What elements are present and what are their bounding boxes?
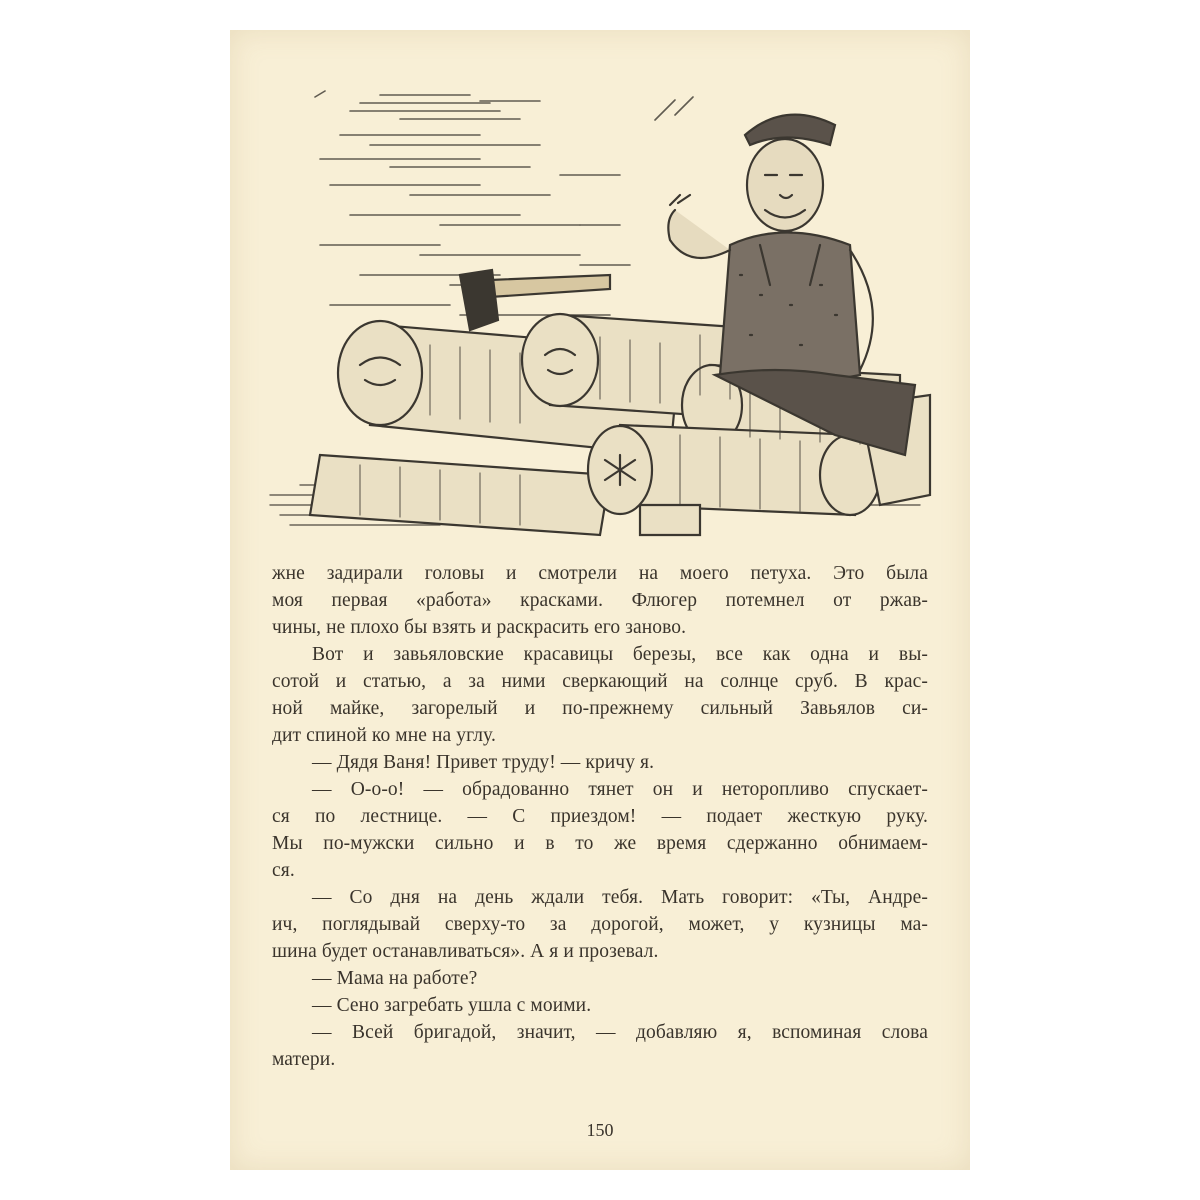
text-line: ся по лестнице. — С приездом! — подает жесткую руку.: [272, 806, 928, 827]
text-line: ич, поглядывай сверху-то за дорогой, может, у кузницы ма-: [272, 914, 928, 935]
page-number: 150: [586, 1120, 614, 1140]
text-line: — Дядя Ваня! Привет труду! — кричу я.: [312, 752, 655, 773]
paragraph: [272, 560, 928, 641]
text-line: шина будет останавливаться». А я и прозевал.: [272, 941, 659, 962]
body-text: [272, 560, 928, 1073]
illustration-woodcutter: [260, 75, 940, 545]
paragraph: [272, 965, 928, 992]
text-line: — О-о-о! — обрадованно тянет он и неторопливо спускает-: [312, 779, 928, 800]
paragraph: [272, 641, 928, 749]
paragraph: [272, 749, 928, 776]
text-line: — Мама на работе?: [312, 968, 478, 989]
paragraph: [272, 884, 928, 965]
text-line: матери.: [272, 1049, 336, 1070]
text-line: — Сено загребать ушла с моими.: [312, 995, 592, 1016]
text-line: — Всей бригадой, значит, — добавляю я, вспоминая слова: [312, 1022, 928, 1043]
text-line: ной майке, загорелый и по-прежнему сильный Завьялов си-: [272, 698, 928, 719]
text-line: ся.: [272, 860, 295, 881]
text-line: дит спиной ко мне на углу.: [272, 725, 496, 746]
paragraph: [272, 1019, 928, 1073]
text-line: Мы по-мужски сильно и в то же время сдержанно обнимаем-: [272, 833, 928, 854]
text-line: — Со дня на день ждали тебя. Мать говорит: «Ты, Андре-: [312, 887, 928, 908]
paragraph: [272, 776, 928, 884]
text-line: жне задирали головы и смотрели на моего петуха. Это была: [272, 563, 928, 584]
text-line: чины, не плохо бы взять и раскрасить его заново.: [272, 617, 687, 638]
paragraph: [272, 992, 928, 1019]
text-line: Вот и завьяловские красавицы березы, все как одна и вы-: [312, 644, 928, 665]
book-page: [230, 30, 970, 1170]
text-line: сотой и статью, а за ними сверкающий на солнце сруб. В крас-: [272, 671, 928, 692]
text-line: моя первая «работа» красками. Флюгер потемнел от ржав-: [272, 590, 928, 611]
